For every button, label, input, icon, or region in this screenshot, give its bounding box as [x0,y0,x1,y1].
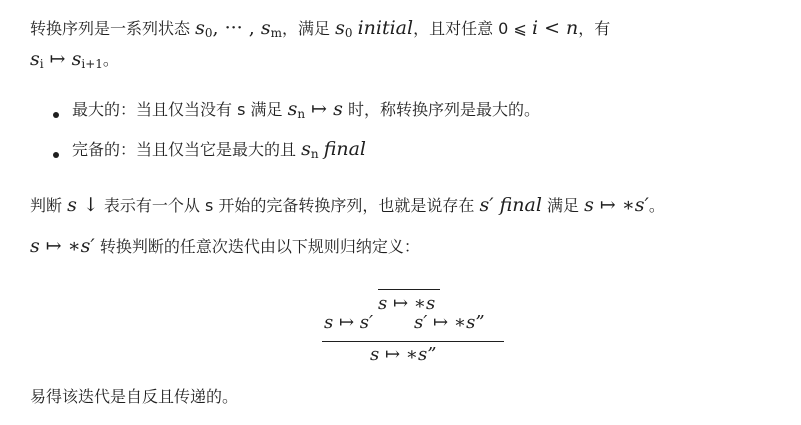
math-s: s [335,17,345,39]
math-sub: i [39,57,44,71]
math-i: i [531,17,539,39]
math-sub: 0 [344,26,353,40]
text: 易得该迭代是自反且传递的。 [30,387,239,406]
math-initial: initial [357,17,414,39]
top-premise: s ↦ ∗s [378,293,436,314]
bullet-item-maximal [72,97,540,122]
text: 。 [648,196,665,215]
math-sub: i+1 [81,57,103,71]
text: ，有 [578,19,611,38]
math-s: s [287,98,298,120]
math-s: s [260,17,271,39]
text: ，且对任意 0 ⩽ [413,19,532,38]
text: 最大的：当且仅当没有 s 满足 [72,100,288,119]
math-mapsto: ↦ [43,48,72,70]
math-s: s [71,48,82,70]
bullet-dot [53,143,59,162]
math-s-prime: s′ [479,194,494,216]
para1-line2 [30,47,791,72]
top-rule-line [378,289,440,290]
math-mapsto: ↦ [305,98,334,120]
text: 判断 [30,196,68,215]
math-n: n [566,17,579,39]
right-premise: s′ ↦ ∗s” [414,312,485,333]
math-s: s [67,194,77,216]
math-sub: m [270,26,282,40]
text: 转换序列是一系列状态 [30,19,196,38]
math-s: s [333,98,343,120]
math-final: final [493,194,542,216]
bullet-item-complete [72,137,366,162]
text: 。 [102,50,119,69]
text: 时，称转换序列是最大的。 [342,100,540,119]
left-premise: s ↦ s′ [324,312,374,333]
text: 完备的：当且仅当它是最大的且 [72,140,302,159]
text: 满足 [541,196,585,215]
para2-line2 [30,234,791,259]
math-sub: 0 [204,26,213,40]
main-rule-line [322,341,504,342]
text: 转换判断的任意次迭代由以下规则归纳定义： [94,237,420,256]
math-s: s [30,48,40,70]
math-s: s [301,138,311,160]
bullet-dot [53,103,59,122]
conclusion: s ↦ ∗s” [370,344,437,365]
math-star-transition: s ↦ ∗s′ [30,235,95,257]
math-sub: n [297,107,306,121]
math-s: s [195,17,205,39]
math-star-transition: s ↦ ∗s′ [584,194,649,216]
text: 表示有一个从 s 开始的完备转换序列，也就是说存在 [98,196,480,215]
math-sub: n [310,147,319,161]
closing-line [30,385,791,409]
text: ，满足 [281,19,336,38]
math-lt: < [538,17,567,39]
math-dots: , ··· , [212,17,261,39]
para1-line1 [30,16,791,41]
math-down-arrow: ↓ [76,194,99,216]
inference-rule [320,283,510,363]
para2-line1 [30,193,791,218]
math-final: final [323,138,367,160]
